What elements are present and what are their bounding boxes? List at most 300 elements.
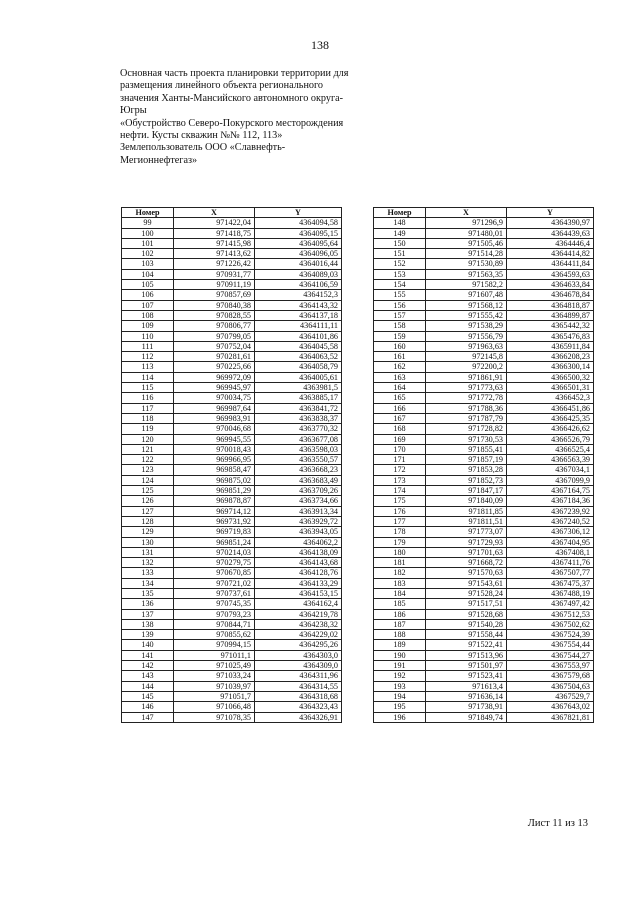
cell-number: 131 [122, 547, 174, 557]
cell-number: 158 [374, 321, 426, 331]
cell-x: 970828,55 [174, 310, 255, 320]
cell-number: 139 [122, 630, 174, 640]
cell-number: 160 [374, 341, 426, 351]
table-row [122, 383, 342, 393]
cell-number: 144 [122, 681, 174, 691]
table-row [374, 403, 594, 413]
cell-number: 140 [122, 640, 174, 650]
cell-x: 970046,68 [174, 424, 255, 434]
cell-x: 971226,42 [174, 259, 255, 269]
cell-x: 969714,12 [174, 506, 255, 516]
cell-y: 4367507,77 [507, 568, 594, 578]
cell-x: 969966,95 [174, 455, 255, 465]
cell-y: 4364818,87 [507, 300, 594, 310]
cell-x: 971563,35 [426, 269, 507, 279]
cell-number: 186 [374, 609, 426, 619]
cell-number: 188 [374, 630, 426, 640]
table-row [122, 424, 342, 434]
cell-y: 4364411,84 [507, 259, 594, 269]
cell-number: 105 [122, 280, 174, 290]
cell-y: 4363598,03 [255, 444, 342, 454]
cell-number: 101 [122, 238, 174, 248]
cell-y: 4364446,4 [507, 238, 594, 248]
cell-y: 4367544,27 [507, 650, 594, 660]
table-row [374, 280, 594, 290]
table-row [374, 609, 594, 619]
cell-y: 4366526,79 [507, 434, 594, 444]
table-row [374, 393, 594, 403]
cell-number: 112 [122, 352, 174, 362]
cell-y: 4367497,42 [507, 599, 594, 609]
table-row [122, 228, 342, 238]
table-row [122, 259, 342, 269]
table-row [374, 702, 594, 712]
table-row [374, 341, 594, 351]
cell-number: 126 [122, 496, 174, 506]
coordinates-table-left [121, 207, 342, 723]
cell-x: 971556,79 [426, 331, 507, 341]
table-row [374, 691, 594, 701]
cell-y: 4366500,32 [507, 372, 594, 382]
table-header-row [374, 208, 594, 218]
cell-y: 4364318,68 [255, 691, 342, 701]
cell-x: 971773,63 [426, 383, 507, 393]
cell-number: 122 [122, 455, 174, 465]
cell-y: 4364309,0 [255, 661, 342, 671]
cell-number: 104 [122, 269, 174, 279]
cell-y: 4366451,86 [507, 403, 594, 413]
cell-x: 970844,71 [174, 619, 255, 629]
table-row [374, 413, 594, 423]
cell-y: 4364303,0 [255, 650, 342, 660]
cell-x: 969875,02 [174, 475, 255, 485]
cell-y: 4364063,52 [255, 352, 342, 362]
cell-x: 971505,46 [426, 238, 507, 248]
table-row [122, 496, 342, 506]
cell-number: 161 [374, 352, 426, 362]
cell-x: 971538,29 [426, 321, 507, 331]
cell-x: 972200,2 [426, 362, 507, 372]
cell-y: 4367512,53 [507, 609, 594, 619]
cell-number: 108 [122, 310, 174, 320]
column-header-x: X [426, 208, 507, 218]
table-row [374, 619, 594, 629]
table-row [122, 249, 342, 259]
cell-y: 4364045,58 [255, 341, 342, 351]
cell-y: 4364137,18 [255, 310, 342, 320]
table-row [374, 269, 594, 279]
cell-number: 165 [374, 393, 426, 403]
cell-y: 4366501,31 [507, 383, 594, 393]
cell-y: 4364089,03 [255, 269, 342, 279]
cell-number: 163 [374, 372, 426, 382]
table-row [122, 650, 342, 660]
table-row [122, 393, 342, 403]
cell-y: 4364439,63 [507, 228, 594, 238]
cell-y: 4364005,61 [255, 372, 342, 382]
cell-y: 4366452,3 [507, 393, 594, 403]
table-row [122, 537, 342, 547]
cell-y: 4365442,32 [507, 321, 594, 331]
cell-number: 194 [374, 691, 426, 701]
cell-number: 132 [122, 558, 174, 568]
table-row [122, 475, 342, 485]
table-row [374, 506, 594, 516]
cell-y: 4364106,59 [255, 280, 342, 290]
table-row [122, 702, 342, 712]
cell-x: 970279,75 [174, 558, 255, 568]
table-row [374, 455, 594, 465]
table-row [122, 630, 342, 640]
cell-x: 971543,61 [426, 578, 507, 588]
cell-x: 971788,36 [426, 403, 507, 413]
table-row [122, 362, 342, 372]
cell-y: 4364678,84 [507, 290, 594, 300]
column-header-x: X [174, 208, 255, 218]
cell-number: 129 [122, 527, 174, 537]
table-row [374, 475, 594, 485]
cell-number: 170 [374, 444, 426, 454]
table-row [374, 640, 594, 650]
cell-x: 971613,4 [426, 681, 507, 691]
cell-y: 4364162,4 [255, 599, 342, 609]
table-row [374, 537, 594, 547]
cell-number: 115 [122, 383, 174, 393]
table-row [374, 352, 594, 362]
table-row [122, 310, 342, 320]
table-row [122, 547, 342, 557]
table-row [374, 259, 594, 269]
cell-number: 172 [374, 465, 426, 475]
cell-y: 4364593,63 [507, 269, 594, 279]
cell-x: 969731,92 [174, 516, 255, 526]
cell-x: 971522,41 [426, 640, 507, 650]
cell-number: 147 [122, 712, 174, 722]
table-row [374, 424, 594, 434]
table-row [122, 516, 342, 526]
table-row [374, 599, 594, 609]
cell-number: 136 [122, 599, 174, 609]
cell-number: 125 [122, 486, 174, 496]
cell-x: 971528,24 [426, 588, 507, 598]
table-row [374, 331, 594, 341]
cell-y: 4364899,87 [507, 310, 594, 320]
cell-number: 113 [122, 362, 174, 372]
header-line: нефти. Кусты скважин №№ 112, 113» [120, 130, 283, 142]
cell-x: 969858,47 [174, 465, 255, 475]
cell-x: 971728,82 [426, 424, 507, 434]
cell-number: 142 [122, 661, 174, 671]
cell-number: 168 [374, 424, 426, 434]
cell-x: 971811,51 [426, 516, 507, 526]
cell-number: 157 [374, 310, 426, 320]
cell-x: 970670,85 [174, 568, 255, 578]
table-row [374, 218, 594, 228]
cell-x: 971415,98 [174, 238, 255, 248]
header-line: Мегионнефтегаз» [120, 154, 198, 166]
cell-number: 138 [122, 619, 174, 629]
table-row [122, 455, 342, 465]
cell-number: 193 [374, 681, 426, 691]
cell-number: 182 [374, 568, 426, 578]
cell-number: 192 [374, 671, 426, 681]
cell-number: 128 [122, 516, 174, 526]
cell-y: 4363929,72 [255, 516, 342, 526]
cell-x: 971787,79 [426, 413, 507, 423]
table-row [374, 238, 594, 248]
table-row [122, 372, 342, 382]
cell-number: 106 [122, 290, 174, 300]
table-row [374, 228, 594, 238]
cell-y: 4364414,82 [507, 249, 594, 259]
table-row [374, 527, 594, 537]
table-row [122, 568, 342, 578]
cell-y: 4364219,78 [255, 609, 342, 619]
cell-x: 970745,35 [174, 599, 255, 609]
cell-y: 4367502,62 [507, 619, 594, 629]
cell-y: 4367821,81 [507, 712, 594, 722]
table-row [122, 218, 342, 228]
table-row [374, 465, 594, 475]
page-number: 138 [311, 38, 329, 52]
cell-y: 4364016,44 [255, 259, 342, 269]
cell-number: 153 [374, 269, 426, 279]
cell-number: 102 [122, 249, 174, 259]
cell-x: 971607,48 [426, 290, 507, 300]
cell-y: 4366300,14 [507, 362, 594, 372]
cell-y: 4367411,76 [507, 558, 594, 568]
cell-number: 154 [374, 280, 426, 290]
cell-y: 4367475,37 [507, 578, 594, 588]
table-row [122, 341, 342, 351]
cell-x: 970721,02 [174, 578, 255, 588]
cell-x: 971730,53 [426, 434, 507, 444]
cell-number: 187 [374, 619, 426, 629]
header-line: размещения линейного объекта регионального [120, 80, 324, 92]
table-row [374, 444, 594, 454]
cell-x: 970855,62 [174, 630, 255, 640]
table-row [122, 558, 342, 568]
cell-number: 180 [374, 547, 426, 557]
cell-number: 155 [374, 290, 426, 300]
cell-x: 971078,35 [174, 712, 255, 722]
cell-number: 191 [374, 661, 426, 671]
cell-y: 4364390,97 [507, 218, 594, 228]
cell-x: 971849,74 [426, 712, 507, 722]
table-row [122, 486, 342, 496]
cell-number: 152 [374, 259, 426, 269]
cell-y: 4364143,68 [255, 558, 342, 568]
cell-y: 4364143,32 [255, 300, 342, 310]
cell-number: 149 [374, 228, 426, 238]
table-row [374, 661, 594, 671]
cell-x: 969851,29 [174, 486, 255, 496]
cell-y: 4366426,62 [507, 424, 594, 434]
cell-x: 970806,77 [174, 321, 255, 331]
cell-x: 971811,85 [426, 506, 507, 516]
cell-x: 971530,89 [426, 259, 507, 269]
cell-number: 146 [122, 702, 174, 712]
table-body-right [374, 218, 594, 723]
cell-number: 124 [122, 475, 174, 485]
cell-y: 4364323,43 [255, 702, 342, 712]
table-row [374, 496, 594, 506]
cell-x: 969945,55 [174, 434, 255, 444]
cell-x: 971963,63 [426, 341, 507, 351]
table-row [374, 434, 594, 444]
cell-x: 971513,96 [426, 650, 507, 660]
table-row [374, 249, 594, 259]
table-row [122, 352, 342, 362]
cell-number: 185 [374, 599, 426, 609]
cell-y: 4364111,11 [255, 321, 342, 331]
cell-y: 4364096,05 [255, 249, 342, 259]
table-row [122, 269, 342, 279]
table-row [122, 588, 342, 598]
table-row [374, 630, 594, 640]
cell-x: 969945,97 [174, 383, 255, 393]
cell-y: 4367408,1 [507, 547, 594, 557]
table-row [374, 486, 594, 496]
cell-x: 971855,41 [426, 444, 507, 454]
cell-x: 970911,19 [174, 280, 255, 290]
cell-y: 4367643,02 [507, 702, 594, 712]
cell-number: 189 [374, 640, 426, 650]
table-row [374, 681, 594, 691]
cell-number: 190 [374, 650, 426, 660]
table-row [374, 300, 594, 310]
cell-number: 141 [122, 650, 174, 660]
cell-x: 971296,9 [426, 218, 507, 228]
table-row [122, 321, 342, 331]
table-row [122, 712, 342, 722]
table-row [122, 331, 342, 341]
cell-x: 970225,66 [174, 362, 255, 372]
cell-y: 4364095,15 [255, 228, 342, 238]
cell-y: 4364133,29 [255, 578, 342, 588]
table-row [122, 290, 342, 300]
cell-y: 4364101,86 [255, 331, 342, 341]
cell-number: 179 [374, 537, 426, 547]
cell-number: 121 [122, 444, 174, 454]
cell-y: 4367306,12 [507, 527, 594, 537]
cell-number: 183 [374, 578, 426, 588]
table-row [374, 372, 594, 382]
cell-y: 4364311,96 [255, 671, 342, 681]
cell-x: 971480,01 [426, 228, 507, 238]
cell-y: 4367184,36 [507, 496, 594, 506]
table-row [122, 300, 342, 310]
header-line: Землепользователь ООО «Славнефть- [120, 142, 286, 154]
cell-number: 184 [374, 588, 426, 598]
cell-y: 4364138,09 [255, 547, 342, 557]
table-row [122, 609, 342, 619]
cell-number: 150 [374, 238, 426, 248]
cell-x: 969972,09 [174, 372, 255, 382]
cell-number: 123 [122, 465, 174, 475]
cell-x: 970840,38 [174, 300, 255, 310]
cell-x: 971558,44 [426, 630, 507, 640]
cell-number: 148 [374, 218, 426, 228]
cell-number: 133 [122, 568, 174, 578]
cell-number: 166 [374, 403, 426, 413]
cell-x: 970793,23 [174, 609, 255, 619]
cell-y: 4367554,44 [507, 640, 594, 650]
cell-x: 971066,48 [174, 702, 255, 712]
cell-x: 970931,77 [174, 269, 255, 279]
cell-y: 4367529,7 [507, 691, 594, 701]
cell-x: 971540,28 [426, 619, 507, 629]
cell-y: 4364326,91 [255, 712, 342, 722]
cell-number: 164 [374, 383, 426, 393]
table-row [374, 547, 594, 557]
cell-y: 4367524,39 [507, 630, 594, 640]
cell-x: 970752,04 [174, 341, 255, 351]
cell-x: 971025,49 [174, 661, 255, 671]
cell-number: 111 [122, 341, 174, 351]
document-header [120, 68, 370, 167]
cell-x: 970994,15 [174, 640, 255, 650]
cell-number: 173 [374, 475, 426, 485]
cell-y: 4365911,84 [507, 341, 594, 351]
cell-number: 177 [374, 516, 426, 526]
table-row [374, 712, 594, 722]
cell-number: 135 [122, 588, 174, 598]
cell-y: 4364062,2 [255, 537, 342, 547]
cell-y: 4363841,72 [255, 403, 342, 413]
cell-number: 130 [122, 537, 174, 547]
table-row [122, 465, 342, 475]
cell-y: 4367239,92 [507, 506, 594, 516]
table-row [374, 362, 594, 372]
column-header-number: Номер [374, 208, 426, 218]
cell-number: 151 [374, 249, 426, 259]
cell-x: 970018,43 [174, 444, 255, 454]
table-row [122, 434, 342, 444]
header-line: значения Ханты-Мансийского автономного округа- [120, 92, 344, 104]
cell-x: 972145,8 [426, 352, 507, 362]
coordinates-table-right [373, 207, 594, 723]
table-row [122, 671, 342, 681]
cell-y: 4364238,32 [255, 619, 342, 629]
cell-y: 4363550,57 [255, 455, 342, 465]
table-row [122, 238, 342, 248]
cell-y: 4366425,35 [507, 413, 594, 423]
cell-y: 4363709,26 [255, 486, 342, 496]
cell-x: 971528,68 [426, 609, 507, 619]
cell-number: 110 [122, 331, 174, 341]
table-row [122, 578, 342, 588]
cell-y: 4366563,39 [507, 455, 594, 465]
cell-x: 971033,24 [174, 671, 255, 681]
table-row [122, 403, 342, 413]
cell-y: 4364295,26 [255, 640, 342, 650]
table-row [374, 558, 594, 568]
cell-y: 4363885,17 [255, 393, 342, 403]
cell-y: 4367404,95 [507, 537, 594, 547]
table-body-left [122, 218, 342, 723]
cell-y: 4364128,76 [255, 568, 342, 578]
cell-x: 971840,09 [426, 496, 507, 506]
cell-number: 109 [122, 321, 174, 331]
table-row [122, 661, 342, 671]
table-row [374, 516, 594, 526]
cell-x: 970281,61 [174, 352, 255, 362]
cell-number: 196 [374, 712, 426, 722]
table-row [122, 413, 342, 423]
cell-number: 107 [122, 300, 174, 310]
cell-x: 970799,05 [174, 331, 255, 341]
